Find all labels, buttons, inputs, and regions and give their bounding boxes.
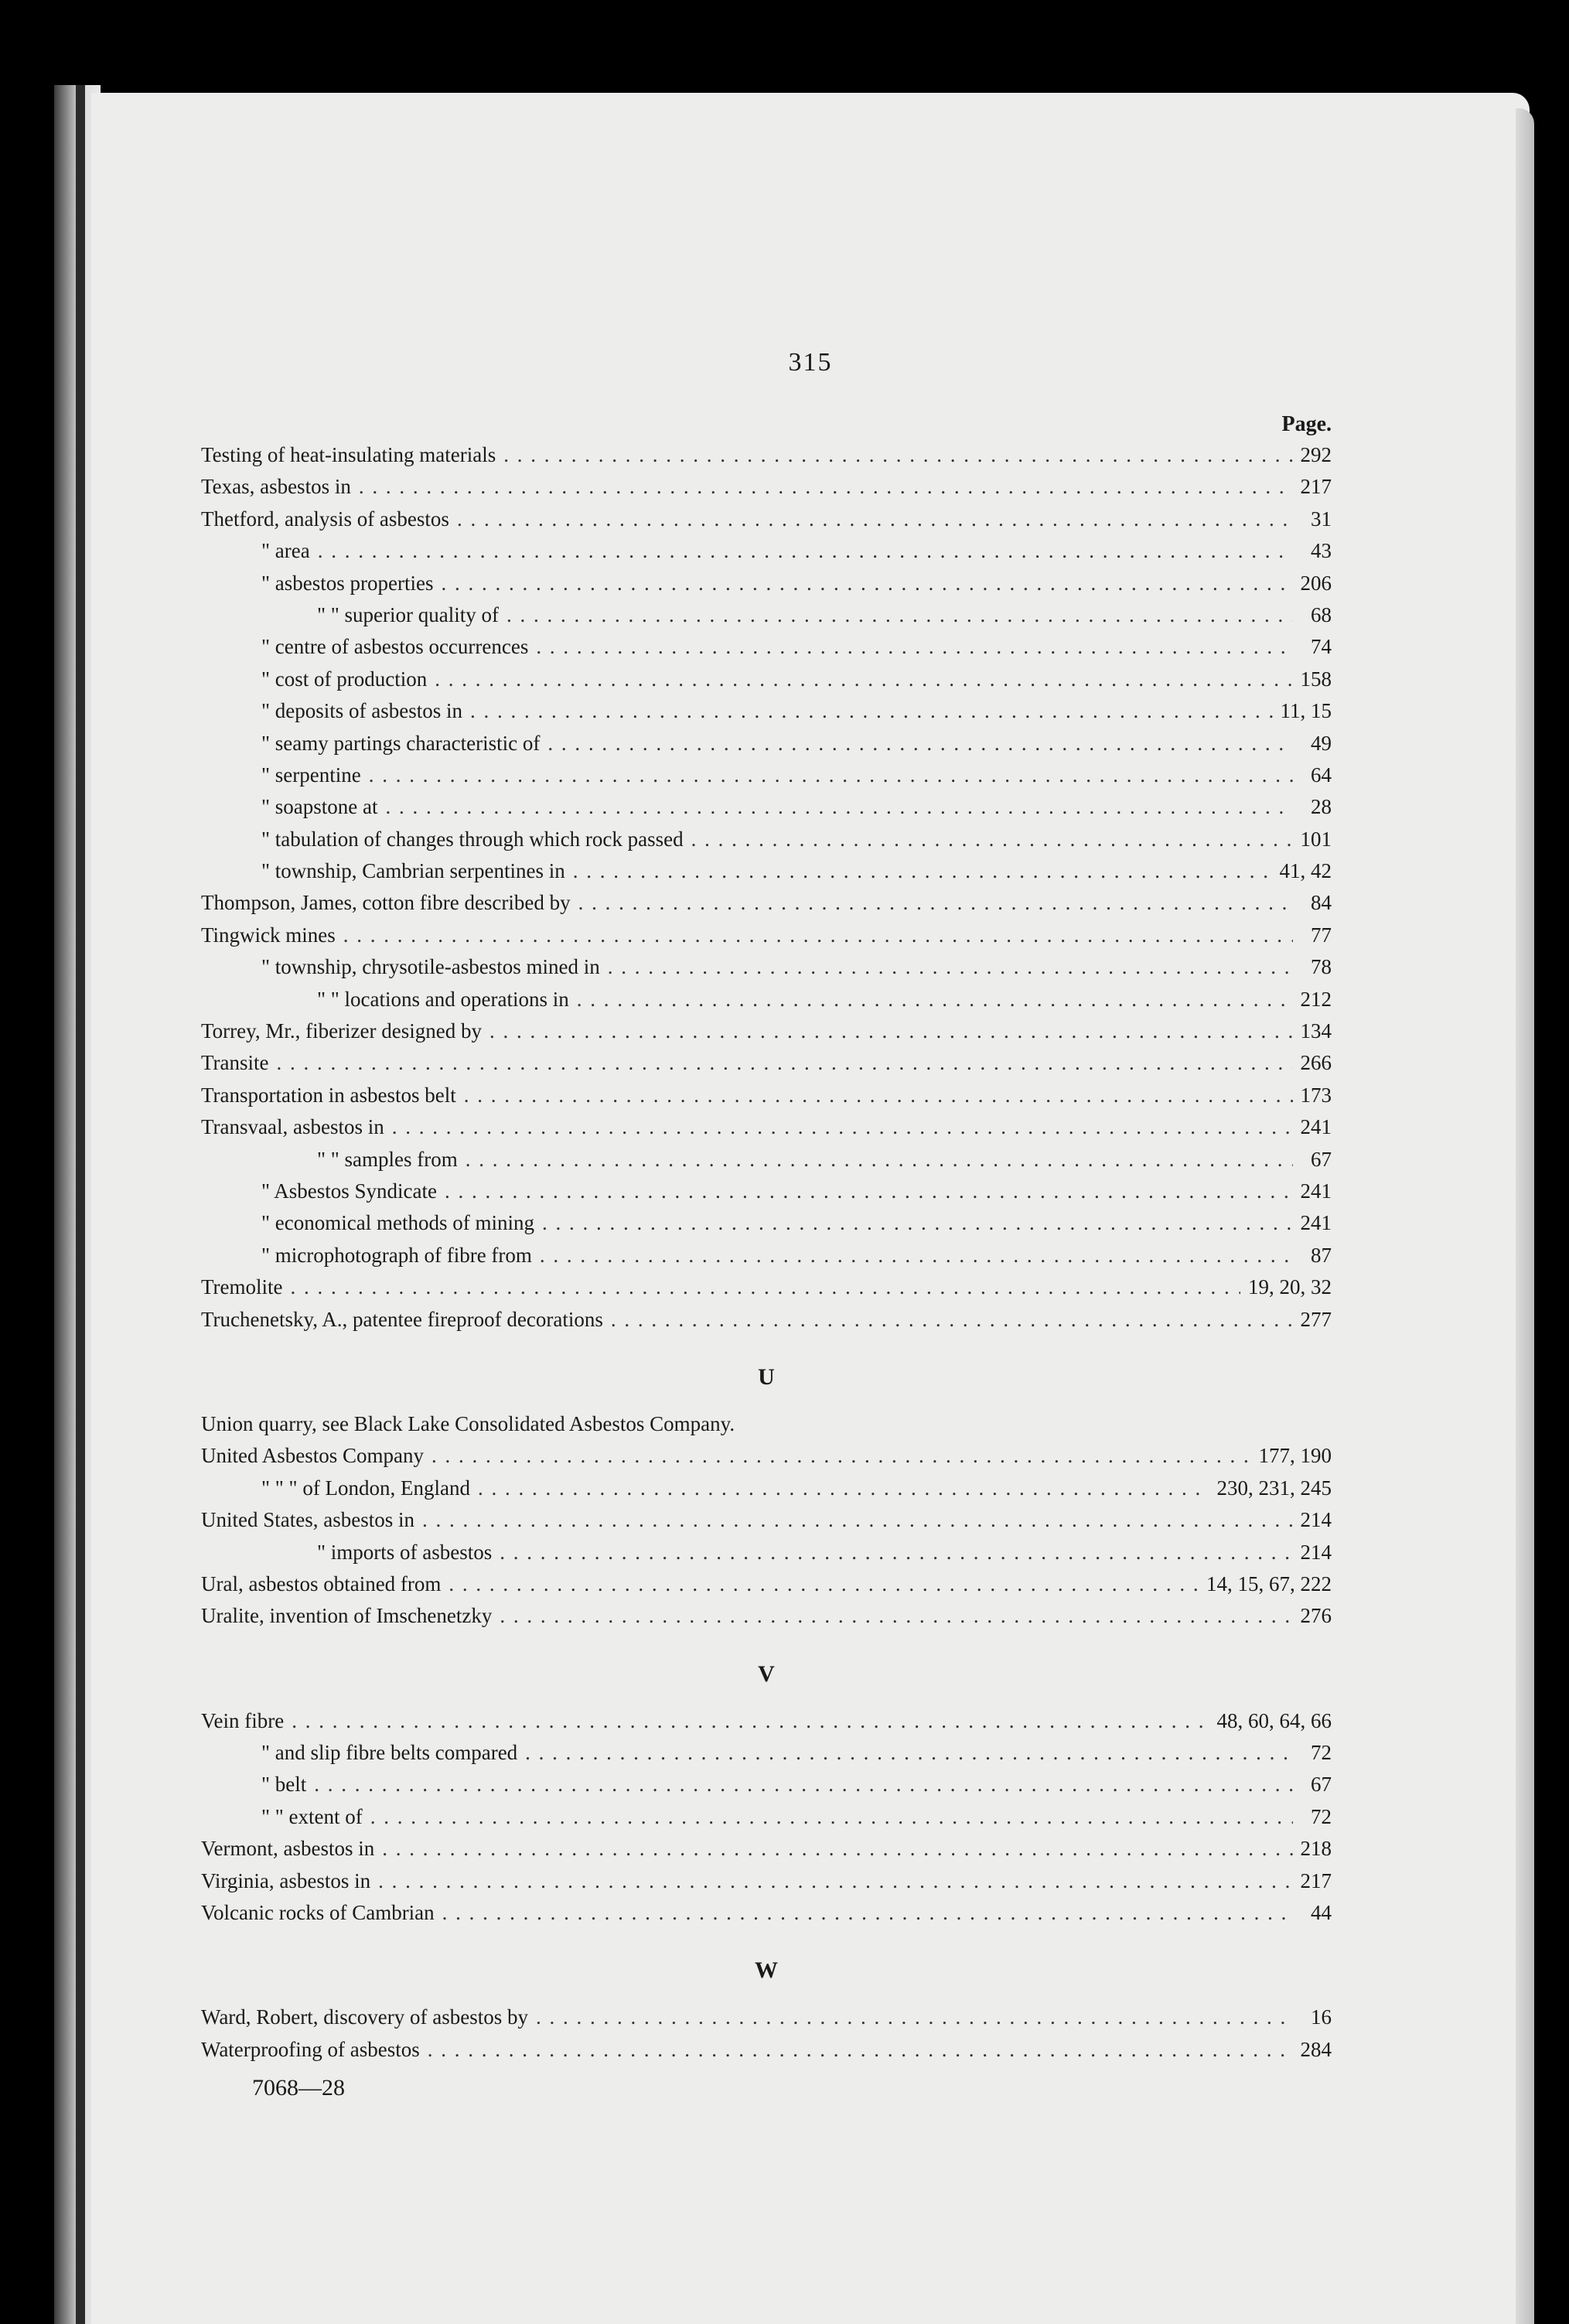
entry-text: Tingwick mines <box>201 923 336 947</box>
index-entry <box>201 664 1332 695</box>
entry-text: " area <box>261 539 310 563</box>
entry-pages: 87 <box>1311 1243 1332 1267</box>
dot-leader <box>318 535 1293 567</box>
entry-pages: 44 <box>1311 1901 1332 1925</box>
entry-pages: 72 <box>1311 1741 1332 1765</box>
entry-text: " asbestos properties <box>261 571 434 595</box>
index-entry <box>201 951 1332 983</box>
dot-leader <box>478 1473 1209 1504</box>
entry-pages: 101 <box>1300 827 1332 851</box>
index-entry <box>201 824 1332 855</box>
entry-text: " " " of London, England <box>261 1476 471 1500</box>
dot-leader <box>435 664 1292 695</box>
dot-leader <box>378 1865 1292 1897</box>
section-letter: W <box>755 1957 778 1984</box>
index-entry <box>201 791 1332 823</box>
entry-pages: 74 <box>1311 635 1332 659</box>
index-entry <box>201 1440 1332 1472</box>
entry-text: Transportation in asbestos belt <box>201 1083 456 1107</box>
entry-pages: 84 <box>1311 891 1332 915</box>
entry-pages: 67 <box>1311 1773 1332 1797</box>
entry-text: " township, Cambrian serpentines in <box>261 859 565 883</box>
printer-signature: 7068—28 <box>252 2075 345 2101</box>
index-entry <box>201 855 1332 887</box>
section-letter: U <box>758 1363 775 1390</box>
entry-pages: 43 <box>1311 539 1332 563</box>
dot-leader <box>445 1176 1292 1207</box>
entry-pages: 230, 231, 245 <box>1216 1476 1332 1500</box>
entry-pages: 214 <box>1300 1540 1332 1564</box>
dot-leader <box>449 1568 1199 1600</box>
entry-pages: 266 <box>1300 1051 1332 1075</box>
index-entry <box>201 599 1332 631</box>
dot-leader <box>359 471 1293 503</box>
entry-text: " deposits of asbestos in <box>261 699 463 723</box>
index-entry <box>201 1304 1332 1336</box>
entry-text: Texas, asbestos in <box>201 475 351 499</box>
entry-pages: 218 <box>1300 1837 1332 1861</box>
entry-text: " imports of asbestos <box>317 1540 493 1564</box>
entry-pages: 68 <box>1311 602 1332 626</box>
dot-leader <box>540 1240 1293 1271</box>
dot-leader <box>382 1833 1292 1865</box>
entry-text: Ward, Robert, discovery of asbestos by <box>201 2005 528 2029</box>
entry-text: " tabulation of changes through which rock passed <box>261 827 684 851</box>
index-entry <box>201 984 1332 1015</box>
index-entry <box>201 1568 1332 1600</box>
index-entry <box>201 535 1332 567</box>
entry-text: " " extent of <box>261 1804 363 1828</box>
dot-leader <box>431 1440 1251 1472</box>
entry-pages: 276 <box>1300 1604 1332 1628</box>
entry-text: United Asbestos Company <box>201 1444 424 1468</box>
entry-pages: 134 <box>1300 1019 1332 1043</box>
index-entry <box>201 1737 1332 1769</box>
index-entry <box>201 439 1332 471</box>
index-entry <box>201 1047 1332 1079</box>
entry-pages: 158 <box>1300 667 1332 691</box>
dot-leader <box>277 1047 1293 1079</box>
entry-text: Ural, asbestos obtained from <box>201 1572 442 1595</box>
entry-text: " serpentine <box>261 763 361 787</box>
entry-text: Thetford, analysis of asbestos <box>201 507 449 531</box>
index-entry <box>201 695 1332 727</box>
dot-leader <box>466 1144 1293 1176</box>
entry-text: " soapstone at <box>261 795 378 819</box>
index-entry <box>201 1769 1332 1800</box>
entry-text: " belt <box>261 1773 307 1797</box>
entry-pages: 64 <box>1311 763 1332 787</box>
entry-text: " microphotograph of fibre from <box>261 1243 532 1267</box>
dot-leader <box>577 984 1293 1015</box>
entry-text: " and slip fibre belts compared <box>261 1741 518 1765</box>
dot-leader <box>392 1111 1293 1143</box>
entry-pages: 41, 42 <box>1279 859 1332 883</box>
index-entry <box>201 1176 1332 1207</box>
index-entry <box>201 887 1332 919</box>
entry-text: " centre of asbestos occurrences <box>261 635 529 659</box>
dot-leader <box>369 759 1293 791</box>
entry-pages: 217 <box>1300 475 1332 499</box>
dot-leader <box>441 568 1292 599</box>
index-entry <box>201 631 1332 663</box>
entry-pages: 241 <box>1300 1115 1332 1139</box>
entry-pages: 48, 60, 64, 66 <box>1216 1708 1332 1732</box>
entry-pages: 217 <box>1300 1868 1332 1892</box>
dot-leader <box>536 2002 1293 2033</box>
index-entry <box>201 1833 1332 1865</box>
entry-text: Union quarry, see Black Lake Consolidated Asbestos Company. <box>201 1411 735 1435</box>
dot-leader <box>314 1769 1293 1800</box>
dot-leader <box>442 1897 1293 1929</box>
entry-pages: 19, 20, 32 <box>1248 1275 1332 1299</box>
dot-leader <box>611 1304 1293 1336</box>
entry-text: " seamy partings characteristic of <box>261 731 541 755</box>
entry-pages: 292 <box>1300 443 1332 466</box>
entry-text: Thompson, James, cotton fibre described by <box>201 891 571 915</box>
index-entry <box>201 728 1332 759</box>
index-entry <box>201 1537 1332 1568</box>
entry-text: Transite <box>201 1051 269 1075</box>
page-edge <box>1516 108 1534 2324</box>
entry-text: Volcanic rocks of Cambrian <box>201 1901 435 1925</box>
entry-text: Uralite, invention of Imschenetzky <box>201 1604 493 1628</box>
entry-text: Waterproofing of asbestos <box>201 2037 420 2061</box>
index-entry <box>201 1207 1332 1239</box>
entry-pages: 67 <box>1311 1147 1332 1171</box>
entry-pages: 77 <box>1311 923 1332 947</box>
entry-text: United States, asbestos in <box>201 1508 414 1532</box>
dot-leader <box>470 695 1272 727</box>
entry-pages: 241 <box>1300 1179 1332 1203</box>
dot-leader <box>291 1271 1240 1303</box>
entry-text: Truchenetsky, A., patentee fireproof decorations <box>201 1307 603 1331</box>
dot-leader <box>500 1600 1292 1632</box>
index-entry <box>201 1144 1332 1176</box>
index-sections <box>201 439 1332 2066</box>
dot-leader <box>370 1801 1293 1833</box>
index-entry <box>201 1408 1332 1440</box>
dot-leader <box>500 1537 1292 1568</box>
dot-leader <box>547 728 1293 759</box>
binding-edge <box>76 85 85 2324</box>
entry-text: Torrey, Mr., fiberizer designed by <box>201 1019 482 1043</box>
entry-text: " " samples from <box>317 1147 458 1171</box>
dot-leader <box>578 887 1293 919</box>
index-entry <box>201 1897 1332 1929</box>
entry-pages: 206 <box>1300 571 1332 595</box>
entry-pages: 241 <box>1300 1211 1332 1235</box>
dot-leader <box>292 1705 1209 1737</box>
entry-pages: 16 <box>1311 2005 1332 2029</box>
page-column-header: Page. <box>1281 412 1332 436</box>
index-entry <box>201 1801 1332 1833</box>
index-entry <box>201 1080 1332 1111</box>
entry-pages: 31 <box>1311 507 1332 531</box>
entry-text: Testing of heat-insulating materials <box>201 443 496 466</box>
index-entry <box>201 1473 1332 1504</box>
entry-text: Virginia, asbestos in <box>201 1868 371 1892</box>
dot-leader <box>489 1015 1293 1047</box>
entry-pages: 214 <box>1300 1508 1332 1532</box>
dot-leader <box>507 599 1293 631</box>
entry-text: " " superior quality of <box>317 602 499 626</box>
entry-pages: 78 <box>1311 955 1332 979</box>
index-entry <box>201 759 1332 791</box>
dot-leader <box>525 1737 1293 1769</box>
entry-pages: 14, 15, 67, 222 <box>1206 1572 1332 1595</box>
dot-leader <box>343 920 1293 951</box>
dot-leader <box>691 824 1293 855</box>
dot-leader <box>422 1504 1293 1536</box>
index-content <box>201 410 1332 2104</box>
entry-pages: 177, 190 <box>1258 1444 1332 1468</box>
index-entry <box>201 471 1332 503</box>
entry-text: " township, chrysotile-asbestos mined in <box>261 955 600 979</box>
index-entry <box>201 1111 1332 1143</box>
entry-text: Vermont, asbestos in <box>201 1837 375 1861</box>
entry-text: " cost of production <box>261 667 428 691</box>
index-entry <box>201 568 1332 599</box>
entry-text: " Asbestos Syndicate <box>261 1179 438 1203</box>
index-entry <box>201 920 1332 951</box>
book-page <box>91 93 1530 2324</box>
entry-pages: 277 <box>1300 1307 1332 1331</box>
index-entry <box>201 1240 1332 1271</box>
dot-leader <box>457 503 1293 535</box>
page-number: 315 <box>788 348 833 377</box>
dot-leader <box>542 1207 1293 1239</box>
index-entry <box>201 2034 1332 2066</box>
index-entry <box>201 1865 1332 1897</box>
entry-pages: 49 <box>1311 731 1332 755</box>
section-letter: V <box>758 1660 775 1687</box>
entry-pages: 11, 15 <box>1280 699 1332 723</box>
index-entry <box>201 2002 1332 2033</box>
dot-leader <box>573 855 1272 887</box>
dot-leader <box>464 1080 1293 1111</box>
entry-text: " " locations and operations in <box>317 987 569 1011</box>
entry-text: Transvaal, asbestos in <box>201 1115 384 1139</box>
dot-leader <box>503 439 1292 471</box>
index-entry <box>201 1504 1332 1536</box>
entry-pages: 28 <box>1311 795 1332 819</box>
entry-text: Tremolite <box>201 1275 283 1299</box>
entry-pages: 212 <box>1300 987 1332 1011</box>
index-entry <box>201 1015 1332 1047</box>
dot-leader <box>536 631 1293 663</box>
entry-pages: 72 <box>1311 1804 1332 1828</box>
dot-leader <box>386 791 1294 823</box>
entry-text: Vein fibre <box>201 1708 285 1732</box>
index-entry <box>201 1271 1332 1303</box>
entry-pages: 284 <box>1300 2037 1332 2061</box>
index-entry <box>201 503 1332 535</box>
dot-leader <box>428 2034 1293 2066</box>
entry-pages: 173 <box>1300 1083 1332 1107</box>
index-entry <box>201 1705 1332 1737</box>
dot-leader <box>608 951 1293 983</box>
entry-text: " economical methods of mining <box>261 1211 534 1235</box>
index-entry <box>201 1600 1332 1632</box>
